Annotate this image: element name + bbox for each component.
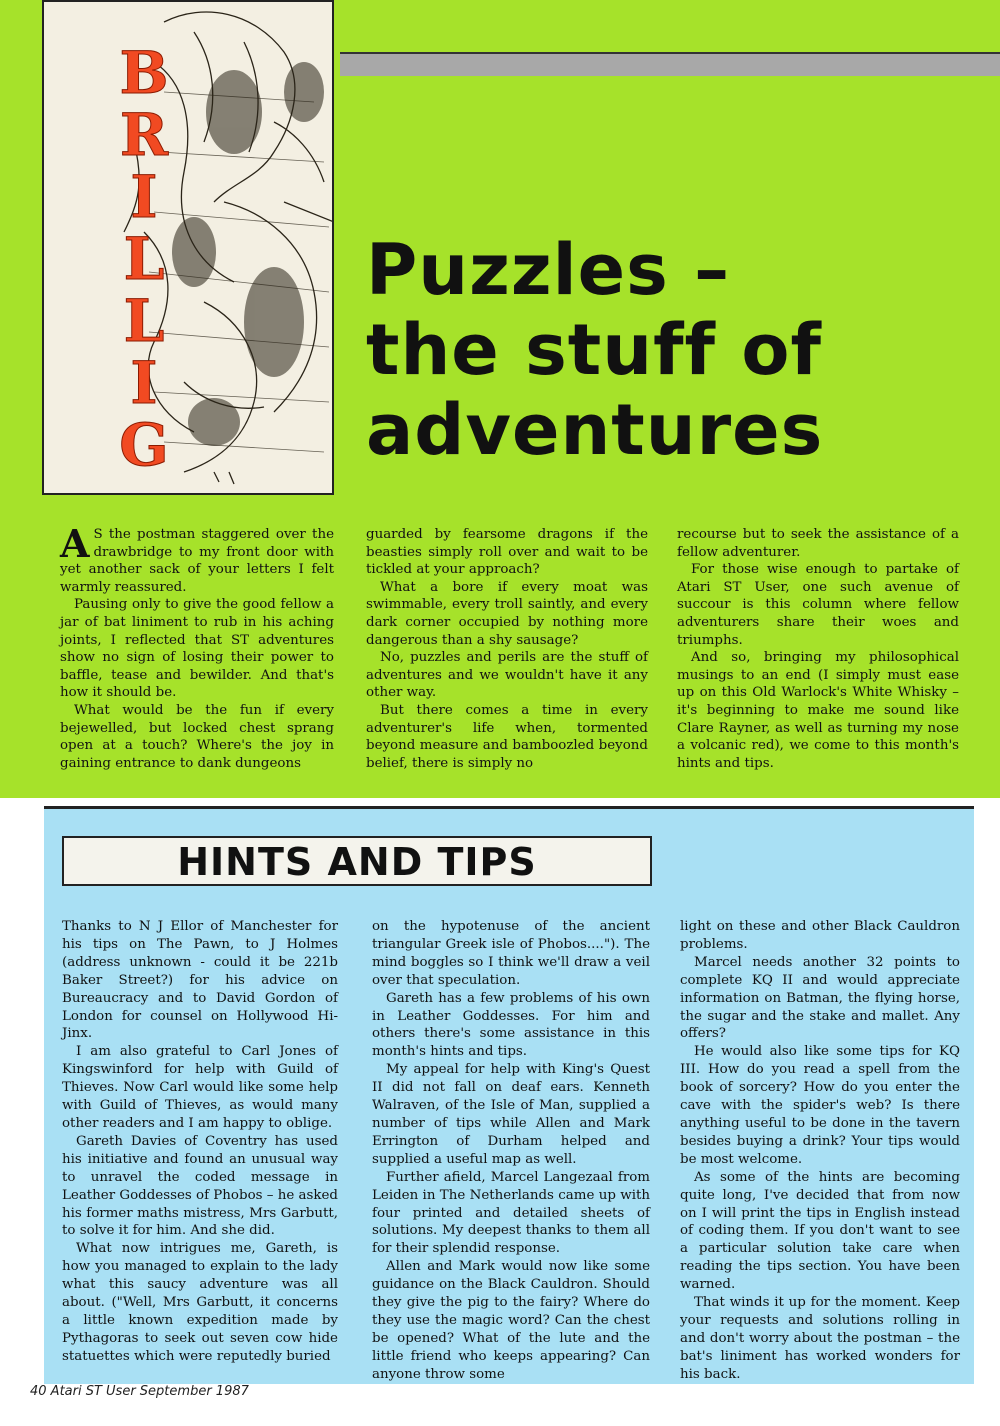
article-paragraph: Pausing only to give the good fellow a jar of bat liniment to rub in his aching joints, I reflected that ST adventures show no sign of losing their power to baffle, tease and bewilder. And that's how it should be. <box>60 597 334 701</box>
headline-line: Puzzles – <box>366 229 731 311</box>
article-paragraph: What would be the fun if every bejewelled, but locked chest sprang open at a touch? Where's the joy in gaining entrance to dank dungeons <box>60 702 334 771</box>
drop-cap: A <box>60 521 90 566</box>
hints-paragraph: light on these and other Black Cauldron problems. <box>680 919 960 952</box>
article-paragraph: recourse but to seek the assistance of a fellow adventurer. <box>677 527 959 560</box>
article-paragraph <box>60 521 334 596</box>
article-paragraph: For those wise enough to partake of Atari ST User, one such avenue of succour is this column where fellow adventurers share their woes and triumphs. <box>677 562 959 648</box>
hints-paragraph: Thanks to N J Ellor of Manchester for his tips on The Pawn, to J Holmes (address unknown - could it be 221b Baker Street?) for his advice on Bureaucracy and to David Gordon of London for counsel on Hollywood Hi-Jinx. <box>62 919 338 1042</box>
hints-paragraph: Allen and Mark would now like some guidance on the Black Cauldron. Should they give the pig to the fairy? Where do they use the magic word? Can the chest be opened? What of the lute and the little friend who keeps appearing? Can anyone throw some <box>372 1259 650 1382</box>
hints-paragraph: What now intrigues me, Gareth, is how you managed to explain to the lady what this saucy adventure was all about. ("Well, Mrs Garbutt, it concerns a little known expedition made by Pythagoras to seek out seven cow hide statuettes which were reputedly buried <box>62 1241 338 1364</box>
headline <box>366 230 986 470</box>
hints-paragraph: That winds it up for the moment. Keep your requests and solutions rolling in and don't worry about the postman – the bat's liniment has worked wonders for his back. <box>680 1295 960 1382</box>
article-paragraph: No, puzzles and perils are the stuff of adventures and we wouldn't have it any other way. <box>366 650 648 701</box>
kicker-letter: G <box>119 411 169 479</box>
hints-paragraph: My appeal for help with King's Quest II did not fall on deaf ears. Kenneth Walraven, of the Isle of Man, supplied a number of tips while Allen and Mark Errington of Durham helped and supplied a useful map as well. <box>372 1062 650 1167</box>
hints-paragraph: Gareth has a few problems of his own in Leather Goddesses. For him and others there's some assistance in this month's hints and tips. <box>372 990 650 1060</box>
hints-title-box <box>62 836 652 886</box>
kicker-letter: I <box>130 349 158 417</box>
hints-paragraph: Gareth Davies of Coventry has used his initiative and found an unusual way to unravel the coded message in Leather Goddesses of Phobos – he asked his former maths mistress, Mrs Garbutt, to solve it for him. And she did. <box>62 1133 338 1239</box>
page-footer: 40 Atari ST User September 1987 <box>30 1384 249 1399</box>
hints-column-1 <box>62 918 338 1366</box>
kicker-letter: R <box>119 101 169 169</box>
hints-title: HINTS AND TIPS <box>177 840 537 884</box>
hints-paragraph: Marcel needs another 32 points to complete KQ II and would appreciate information on Batman, the flying horse, the sugar and the stake and mallet. Any offers? <box>680 954 960 1042</box>
article-column-1 <box>60 521 334 772</box>
headline-line: adventures <box>366 389 824 471</box>
kicker-letter: I <box>130 163 158 231</box>
header-rule-bar <box>340 52 1000 76</box>
paragraph-text: S the postman staggered over the drawbridge to my front door with yet another sack of your letters I felt warmly reassured. <box>60 527 334 595</box>
hints-paragraph: I am also grateful to Carl Jones of Kingswinford for help with Guild of Thieves. Now Carl would like some help with Guild of Thieves, as would many other readers and I am happy to oblige. <box>62 1044 338 1131</box>
hints-paragraph: Further afield, Marcel Langezaal from Leiden in The Netherlands came up with four printed and detailed sheets of solutions. My deepest thanks to them all for their splendid response. <box>372 1169 650 1257</box>
kicker-letter: L <box>123 287 165 355</box>
article-column-2 <box>366 526 648 772</box>
article-paragraph: guarded by fearsome dragons if the beasties simply roll over and wait to be tickled at your approach? <box>366 527 648 578</box>
article-column-3 <box>677 526 959 772</box>
horse-illustration <box>42 0 334 495</box>
hints-paragraph: As some of the hints are becoming quite long, I've decided that from now on I will print the tips in English instead of coding them. If you don't want to see a particular solution take care when reading the tips section. You have been warned. <box>680 1169 960 1293</box>
hints-paragraph: on the hypotenuse of the ancient triangular Greek isle of Phobos...."). The mind boggles so I think we'll draw a veil over that speculation. <box>372 919 650 988</box>
kicker-letter: L <box>123 225 165 293</box>
hints-paragraph: He would also like some tips for KQ III. How do you read a spell from the book of sorcery? How do you enter the cave with the spider's web? Is there anything useful to be done in the tavern besides buying a drink? Your tips would be most welcome. <box>680 1044 960 1167</box>
article-paragraph: And so, bringing my philosophical musings to an end (I simply must ease up on this Old Warlock's White Whisky – it's beginning to make me sound like Clare Rayner, as well as turning my nose a volcanic red), we come to this month's hints and tips. <box>677 650 959 771</box>
brillig-kicker <box>104 39 184 479</box>
article-paragraph: But there comes a time in every adventurer's life when, tormented beyond measure and bamboozled beyond belief, there is simply no <box>366 702 648 771</box>
headline-line: the stuff of <box>366 309 822 391</box>
article-paragraph: What a bore if every moat was swimmable, every troll saintly, and every dark corner occupied by nothing more dangerous than a shy sausage? <box>366 579 648 648</box>
hints-column-3 <box>680 918 960 1384</box>
kicker-letter: B <box>119 39 169 107</box>
horse-icon <box>44 2 334 495</box>
hints-column-2 <box>372 918 650 1384</box>
